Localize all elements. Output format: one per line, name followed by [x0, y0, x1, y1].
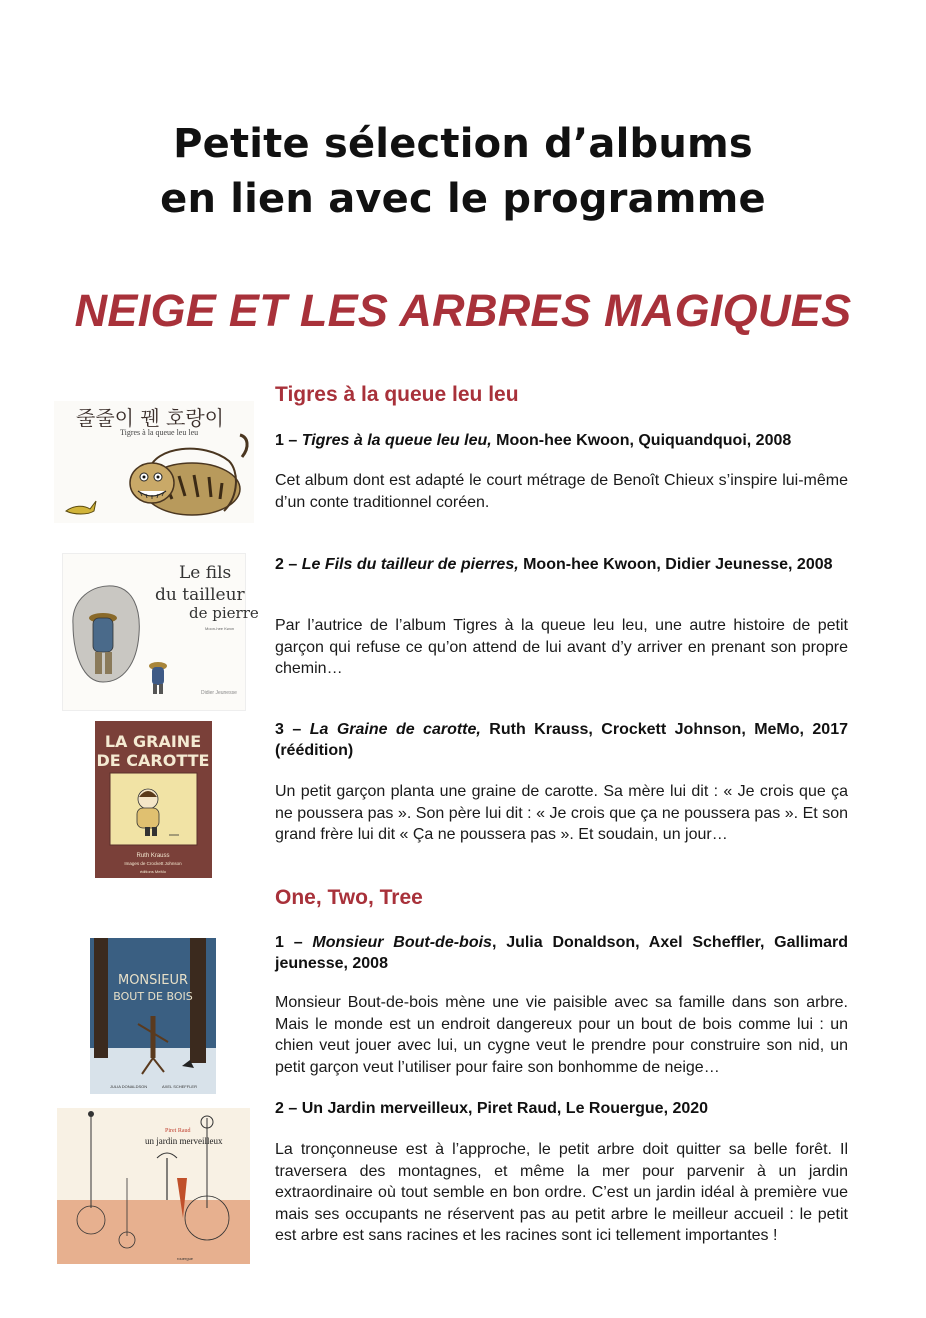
book-1-description: Cet album dont est adapté le court métrage de Benoît Chieux s’inspire lui-même d’un conte traditionnel coréen. [275, 472, 848, 511]
book-title: Un Jardin merveilleux, Piret Raud, Le Rouergue, 2020 [301, 1100, 709, 1117]
cover-graine-illustrator: Images de Crockett Johnson [124, 861, 182, 866]
book-number: 2 – [275, 1100, 298, 1117]
book-title: La Graine de carotte, [309, 721, 481, 738]
cover-fils-line3: de pierre [189, 604, 259, 622]
book-4-heading [275, 932, 848, 974]
book-number: 3 – [275, 721, 302, 738]
book-2-description: Par l’autrice de l’album Tigres à la queue leu leu, une autre histoire de petit garçon qui refuse ce qu’on attend de lui avant d’y arriver en prenant son propre chemin… [275, 617, 848, 677]
cover-fils-author: Moon-hee Kwon [205, 626, 235, 631]
cover-monsieur-bout-de-bois [90, 938, 216, 1094]
page-subtitle: NEIGE ET LES ARBRES MAGIQUES [74, 285, 852, 336]
title-line-1: Petite sélection d’albums [173, 121, 753, 167]
book-5-heading [275, 1098, 848, 1119]
book-details: Moon-hee Kwoon, Didier Jeunesse, 2008 [518, 556, 833, 573]
book-1-heading [275, 430, 848, 451]
book-4-description: Monsieur Bout-de-bois mène une vie paisible avec sa famille dans son arbre. Mais le monde est un endroit dangereux pour un bout de bois comme lui : un chien veut jouer avec lui, un cygne veut le prendre pour construire son nid, un petit garçon veut l’utiliser pour faire son bonhomme de neige… [275, 994, 848, 1076]
book-details: , Julia Donaldson, Axel Scheffler, Gallimard jeunesse, 2008 [275, 934, 848, 972]
book-title: Tigres à la queue leu leu, [301, 432, 492, 449]
book-3-heading [275, 719, 848, 761]
book-title: Monsieur Bout-de-bois [312, 934, 492, 951]
book-details: Ruth Krauss, Crockett Johnson, MeMo, 2017 (réédition) [275, 721, 849, 759]
cover-jardin-merveilleux [57, 1108, 250, 1264]
section-heading-one-two-tree: One, Two, Tree [275, 886, 423, 909]
cover-jardin-publisher: rouergue [177, 1256, 194, 1261]
book-title: Le Fils du tailleur de pierres, [301, 556, 519, 573]
title-line-2: en lien avec le programme [160, 176, 766, 222]
book-number: 1 – [275, 432, 298, 449]
cover-graine-author: Ruth Krauss [136, 853, 170, 859]
cover-tigres-label: Tigres à la queue leu leu [120, 428, 199, 437]
book-3-description: Un petit garçon planta une graine de carotte. Sa mère lui dit : « Je crois que ça ne poussera pas ». Son père lui dit : « Je crois que ça ne poussera pas ». Et son grand frère lui dit « Ça ne poussera pas ». Et soudain, un jour… [275, 783, 848, 843]
cover-graine-line2: DE CAROTTE [96, 751, 210, 770]
cover-graine-line1: LA GRAINE [104, 732, 202, 751]
book-2-heading [275, 554, 848, 575]
book-details: Moon-hee Kwoon, Quiquandquoi, 2008 [491, 432, 792, 449]
book-number: 2 – [275, 556, 298, 573]
cover-monsieur-line1: MONSIEUR [117, 973, 189, 988]
cover-fils-line2: du tailleur [155, 585, 245, 605]
book-number: 1 – [275, 934, 303, 951]
cover-monsieur-author: JULIA DONALDSON [110, 1084, 148, 1089]
cover-tigres-korean: 줄줄이 꿴 호랑이 [76, 406, 224, 430]
cover-tigres [54, 401, 254, 523]
page-title [0, 117, 926, 227]
section-heading-tigres: Tigres à la queue leu leu [275, 383, 519, 406]
cover-jardin-author: Piret Raud [165, 1128, 191, 1134]
cover-monsieur-line2: BOUT DE BOIS [113, 990, 193, 1003]
book-5-description: La tronçonneuse est à l’approche, le petit arbre doit quitter sa belle forêt. Il traversera des montagnes, et même la mer pour parvenir à un jardin extraordinaire où tout semble en bon ordre. C’est un jardin idéal à première vue mais ses occupants ne réservent pas au petit arbre le meilleur accueil : le petit est arbre est sans racines et les racines sont ici tellement importantes ! [275, 1141, 848, 1244]
cover-fils-publisher: Didier Jeunesse [201, 690, 237, 696]
cover-jardin-title: un jardin merveilleux [145, 1136, 223, 1146]
cover-fils-tailleur [62, 553, 259, 711]
cover-fils-line1: Le fils [179, 563, 232, 583]
cover-monsieur-illustrator: AXEL SCHEFFLER [162, 1084, 197, 1089]
cover-graine-carotte [95, 721, 212, 878]
cover-graine-publisher: éditions MeMo [139, 869, 167, 874]
